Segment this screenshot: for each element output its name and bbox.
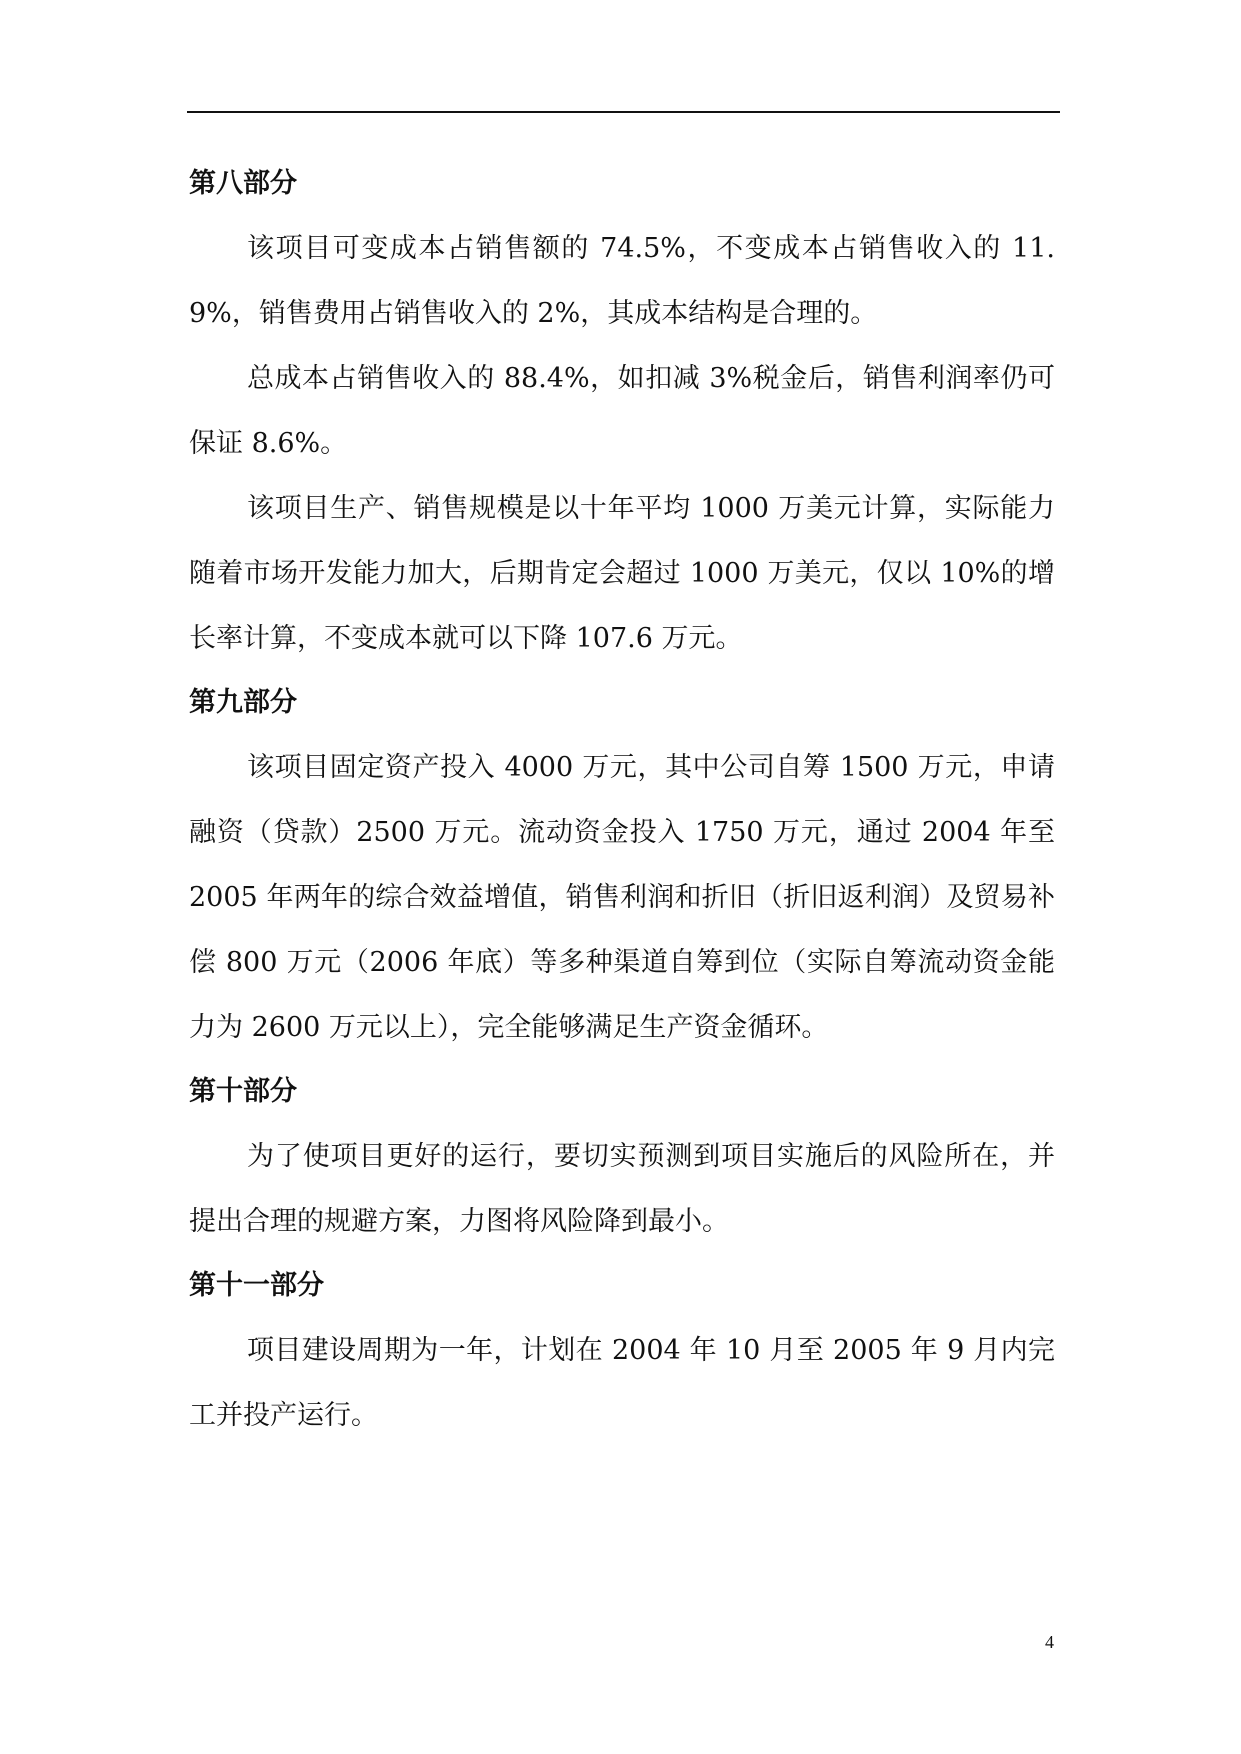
paragraph: 该项目可变成本占销售额的 74.5%，不变成本占销售收入的 11.9%，销售费用占销售收入的 2%，其成本结构是合理的。 (189, 233, 1055, 329)
section-10 (189, 1060, 1055, 1254)
paragraph: 为了使项目更好的运行，要切实预测到项目实施后的风险所在，并提出合理的规避方案，力图将风险降到最小。 (189, 1141, 1055, 1237)
header-rule (187, 111, 1060, 113)
section-heading: 第十一部分 (189, 1270, 324, 1301)
paragraph: 该项目固定资产投入 4000 万元，其中公司自筹 1500 万元，申请融资（贷款）2500 万元。流动资金投入 1750 万元，通过 2004 年至 2005 年两年的综合效益增值，销售利润和折旧（折旧返利润）及贸易补偿 800 万元（2006 年底）等多种渠道自筹到位（实际自筹流动资金能力为 2600 万元以上），完全能够满足生产资金循环。 (189, 752, 1055, 1043)
section-heading: 第十部分 (189, 1076, 297, 1107)
document-body (189, 152, 1055, 1448)
page-number: 4 (1045, 1632, 1054, 1652)
paragraph: 该项目生产、销售规模是以十年平均 1000 万美元计算，实际能力随着市场开发能力加大，后期肯定会超过 1000 万美元，仅以 10%的增长率计算，不变成本就可以下降 107.6 万元。 (189, 493, 1055, 654)
section-9 (189, 671, 1055, 1060)
paragraph: 项目建设周期为一年，计划在 2004 年 10 月至 2005 年 9 月内完工并投产运行。 (189, 1335, 1055, 1431)
section-heading: 第九部分 (189, 687, 297, 718)
paragraph: 总成本占销售收入的 88.4%，如扣减 3%税金后，销售利润率仍可保证 8.6%。 (189, 363, 1055, 459)
section-heading: 第八部分 (189, 168, 297, 199)
section-8 (189, 152, 1055, 671)
section-11 (189, 1254, 1055, 1448)
